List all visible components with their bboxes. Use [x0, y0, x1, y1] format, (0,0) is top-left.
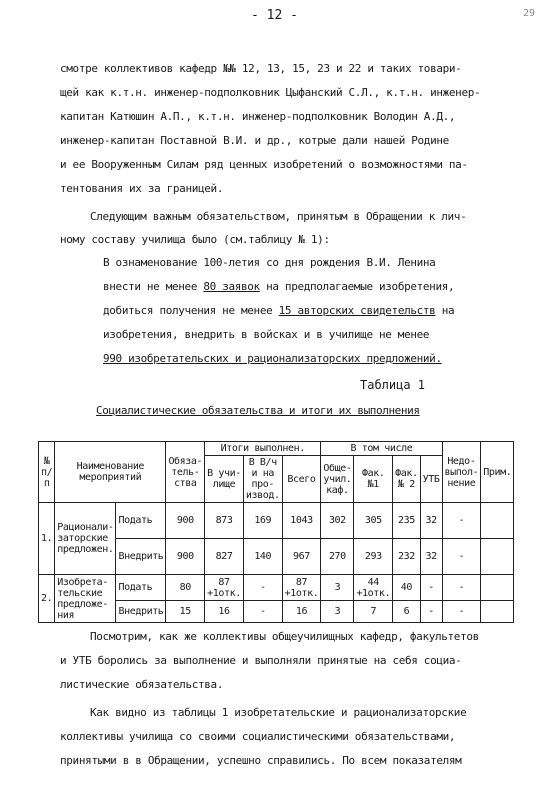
header-common: Обще-учил. каф.: [321, 456, 354, 503]
paragraph-line: и УТБ боролись за выполнение и выполняли принятые на себя социа-: [60, 654, 462, 667]
cell: 900: [166, 503, 205, 539]
row-name: Изобрета-тельские предложе-ния: [55, 575, 116, 623]
cell: -: [442, 539, 481, 575]
page-number: - 12 -: [251, 8, 298, 23]
cell: [481, 601, 514, 623]
header-in-school: В учи-лище: [205, 456, 244, 503]
paragraph-line: инженер-капитан Поставной В.И. и др., котрые дали нашей Родине: [60, 134, 449, 147]
paragraph-line: смотре коллективов кафедр №№ 12, 13, 15, 23 и 22 и таких товари-: [60, 62, 462, 75]
header-obligated: Обяза-тель-ства: [166, 442, 205, 503]
cell: 40: [393, 575, 420, 601]
cell: 827: [205, 539, 244, 575]
cell: -: [442, 601, 481, 623]
cell: 140: [243, 539, 282, 575]
cell: 3: [321, 575, 354, 601]
paragraph-line: Следующим важным обязательством, принятым в Обращении к лич-: [90, 210, 467, 223]
header-including: В том числе: [321, 442, 442, 456]
cell: 16: [282, 601, 321, 623]
row-name: Рационали-заторские предложен.: [55, 503, 116, 575]
pledge-line: В ознаменование 100-летия со дня рождения В.И. Ленина: [103, 256, 436, 269]
row-action: Внедрить: [116, 601, 166, 623]
corner-mark: 29: [522, 8, 535, 19]
pledge-line: изобретения, внедрить в войсках и в училище не менее: [103, 328, 430, 341]
cell: -: [420, 575, 442, 601]
header-fac2: Фак. № 2: [393, 456, 420, 503]
cell: 87 +1отк.: [205, 575, 244, 601]
header-results: Итоги выполнен.: [205, 442, 321, 456]
cell: 873: [205, 503, 244, 539]
paragraph-line: ному составу училища было (см.таблицу № 1):: [60, 233, 330, 246]
pledge-line: 990 изобретательских и рационализаторских предложений.: [103, 352, 442, 365]
cell: 15: [166, 601, 205, 623]
header-num: № п/п: [39, 442, 55, 503]
results-table: [38, 441, 514, 623]
row-num: 2.: [39, 575, 55, 623]
cell: 302: [321, 503, 354, 539]
table-row: [39, 575, 514, 601]
cell: 967: [282, 539, 321, 575]
row-num: 1.: [39, 503, 55, 575]
paragraph-line: щей как к.т.н. инженер-подполковник Цыфанский С.Л., к.т.н. инженер-: [60, 86, 481, 99]
cell: 305: [354, 503, 393, 539]
pledge-line: добиться получения не менее 15 авторских свидетельств на: [103, 304, 455, 317]
cell: 169: [243, 503, 282, 539]
cell: -: [442, 503, 481, 539]
paragraph-line: Посмотрим, как же коллективы общеучилищных кафедр, факультетов: [90, 630, 479, 643]
cell: 235: [393, 503, 420, 539]
cell: 7: [354, 601, 393, 623]
header-fac1: Фак. №1: [354, 456, 393, 503]
cell: 900: [166, 539, 205, 575]
row-action: Подать: [116, 575, 166, 601]
cell: [481, 503, 514, 539]
paragraph-line: принятыми в в Обращении, успешно справились. По всем показателям: [60, 754, 462, 767]
row-action: Внедрить: [116, 539, 166, 575]
header-not-done: Недо-выпол-нение: [442, 442, 481, 503]
cell: [481, 575, 514, 601]
row-action: Подать: [116, 503, 166, 539]
cell: 32: [420, 503, 442, 539]
table-row: [39, 503, 514, 539]
paragraph-line: тентования их за границей.: [60, 182, 224, 195]
header-name: Наименование мероприятий: [55, 442, 166, 503]
pledge-line: внести не менее 80 заявок на предполагаемые изобретения,: [103, 280, 455, 293]
cell: 32: [420, 539, 442, 575]
cell: -: [442, 575, 481, 601]
cell: 1043: [282, 503, 321, 539]
header-note: Прим.: [481, 442, 514, 503]
paragraph-line: Как видно из таблицы 1 изобретательские и рационализаторские: [90, 706, 467, 719]
paragraph-line: капитан Катюшин А.П., к.т.н. инженер-подполковник Володин А.Д.,: [60, 110, 456, 123]
cell: 44 +1отк.: [354, 575, 393, 601]
header-total: Всего: [282, 456, 321, 503]
table-title: Социалистические обязательства и итоги их выполнения: [96, 404, 420, 417]
cell: 6: [393, 601, 420, 623]
table-caption: Таблица 1: [360, 378, 426, 392]
cell: 80: [166, 575, 205, 601]
paragraph-line: листические обязательства.: [60, 678, 224, 691]
cell: [481, 539, 514, 575]
header-utb: УТБ: [420, 456, 442, 503]
cell: 87 +1отк.: [282, 575, 321, 601]
cell: -: [420, 601, 442, 623]
paragraph-line: коллективы училища со своими социалистическими обязательствами,: [60, 730, 456, 743]
cell: 3: [321, 601, 354, 623]
header-in-units: В В/ч и на про-извод.: [243, 456, 282, 503]
paragraph-line: и ее Вооруженным Силам ряд ценных изобретений о возможностями па-: [60, 158, 468, 171]
cell: 270: [321, 539, 354, 575]
cell: 16: [205, 601, 244, 623]
cell: 293: [354, 539, 393, 575]
cell: -: [243, 601, 282, 623]
cell: 232: [393, 539, 420, 575]
cell: -: [243, 575, 282, 601]
